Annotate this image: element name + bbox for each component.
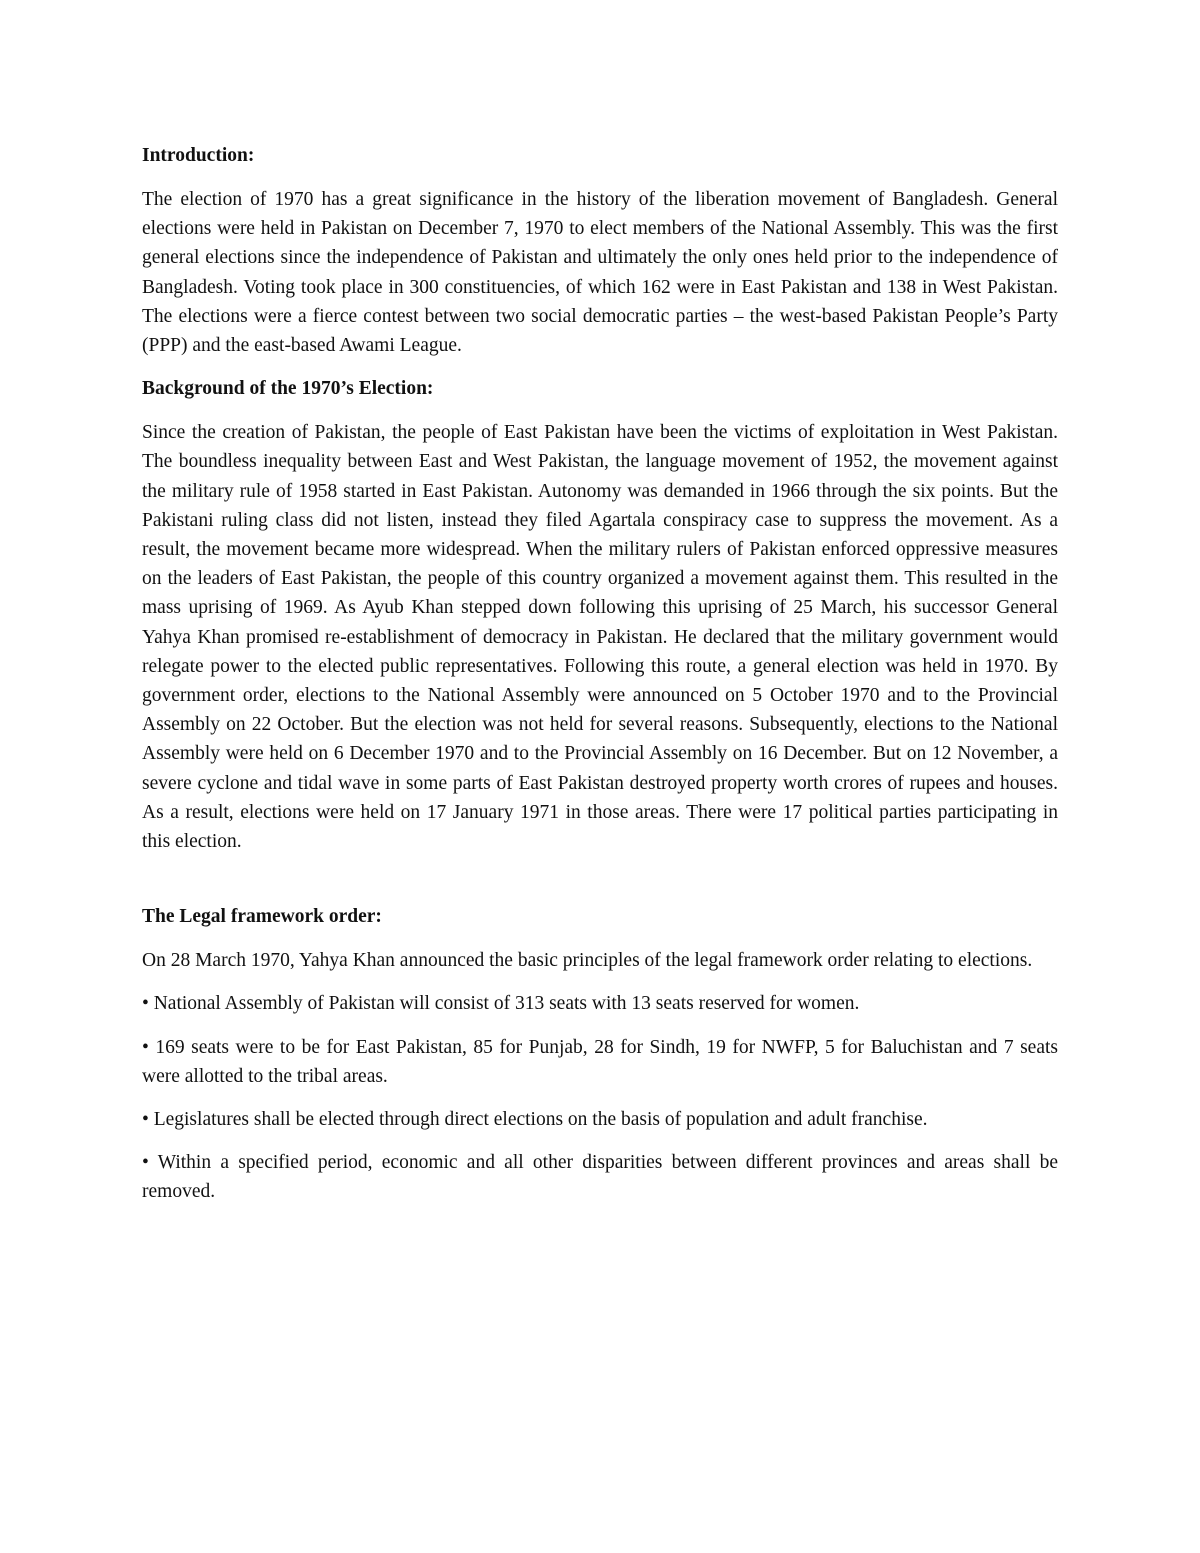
introduction-paragraph: The election of 1970 has a great significance in the history of the liberation movement of Bangladesh. General elections were held in Pakistan on December 7, 1970 to elect members of the National Assembly. This was the first general elections since the independence of Pakistan and ultimately the only ones held prior to the independence of Bangladesh. Voting took place in 300 constituencies, of which 162 were in East Pakistan and 138 in West Pakistan. The elections were a fierce contest between two social democratic parties – the west-based Pakistan People’s Party (PPP) and the east-based Awami League. <box>142 189 1058 357</box>
legal-framework-intro: On 28 March 1970, Yahya Khan announced the basic principles of the legal framework order relating to elections. <box>142 950 1033 972</box>
legal-framework-bullet: • Legislatures shall be elected through direct elections on the basis of population and adult franchise. <box>142 1109 928 1131</box>
introduction-heading: Introduction: <box>142 145 255 166</box>
legal-framework-bullet: • National Assembly of Pakistan will consist of 313 seats with 13 seats reserved for women. <box>142 993 860 1015</box>
legal-framework-heading: The Legal framework order: <box>142 906 382 928</box>
section-spacer <box>142 870 1058 902</box>
background-heading: Background of the 1970’s Election: <box>142 378 434 400</box>
legal-framework-bullet: • Within a specified period, economic and all other disparities between different provinces and areas shall be removed. <box>142 1152 1058 1203</box>
document-body <box>142 141 1058 1221</box>
background-paragraph: Since the creation of Pakistan, the people of East Pakistan have been the victims of exploitation in West Pakistan. The boundless inequality between East and West Pakistan, the language movement of 1952, the movement against the military rule of 1958 started in East Pakistan. Autonomy was demanded in 1966 through the six points. But the Pakistani ruling class did not listen, instead they filed Agartala conspiracy case to suppress the movement. As a result, the movement became more widespread. When the military rulers of Pakistan enforced oppressive measures on the leaders of East Pakistan, the people of this country organized a movement against them. This resulted in the mass uprising of 1969. As Ayub Khan stepped down following this uprising of 25 March, his successor General Yahya Khan promised re-establishment of democracy in Pakistan. He declared that the military government would relegate power to the elected public representatives. Following this route, a general election was held in 1970. By government order, elections to the National Assembly were announced on 5 October 1970 and to the Provincial Assembly on 22 October. But the election was not held for several reasons. Subsequently, elections to the National Assembly were held on 6 December 1970 and to the Provincial Assembly on 16 December. But on 12 November, a severe cyclone and tidal wave in some parts of East Pakistan destroyed property worth crores of rupees and houses. As a result, elections were held on 17 January 1971 in those areas. There were 17 political parties participating in this election. <box>142 422 1058 853</box>
legal-framework-bullet: • 169 seats were to be for East Pakistan, 85 for Punjab, 28 for Sindh, 19 for NWFP, 5 for Baluchistan and 7 seats were allotted to the tribal areas. <box>142 1036 1058 1087</box>
